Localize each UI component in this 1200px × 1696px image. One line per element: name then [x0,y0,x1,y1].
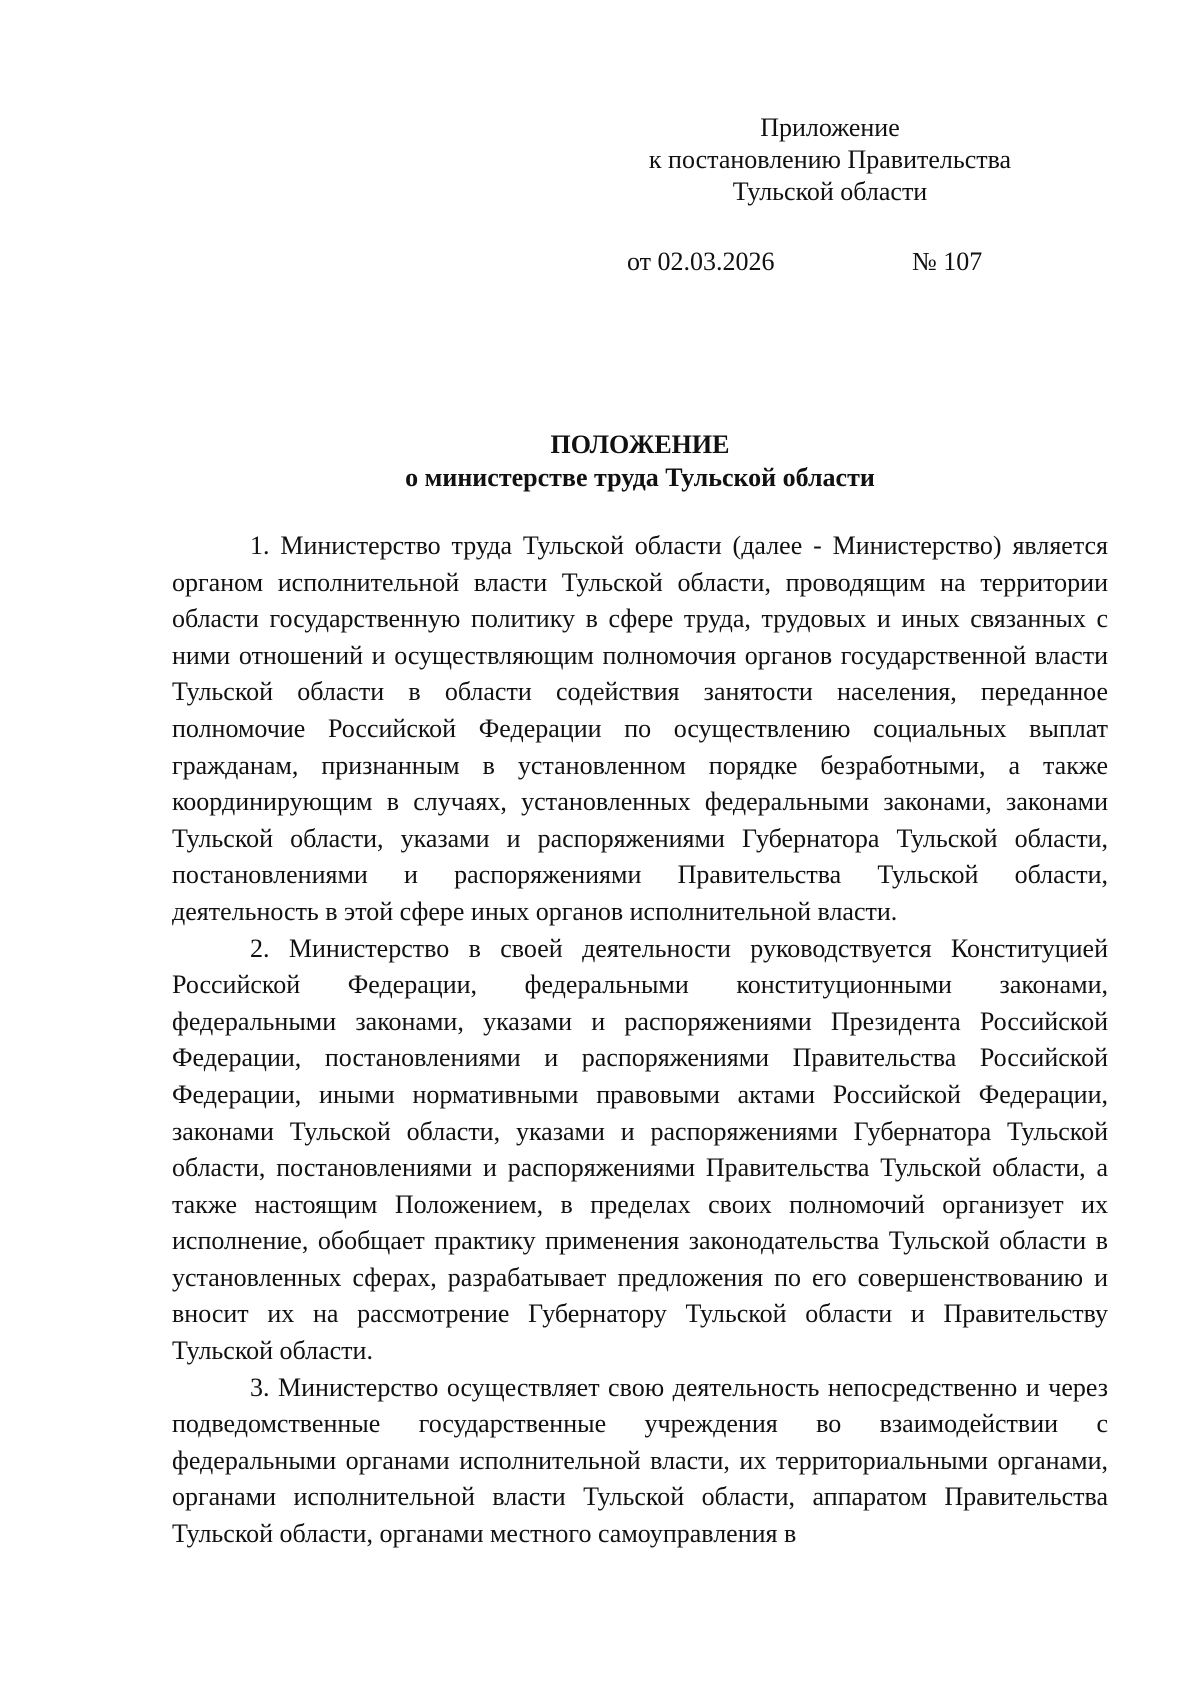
title-subheading: о министерстве труда Тульской области [405,463,875,492]
document-number: № 107 [912,247,983,276]
appendix-header [600,112,1060,208]
document-body [172,528,1108,1553]
appendix-reference: к постановлению Правительства [648,145,1012,174]
paragraph-1: 1. Министерство труда Тульской области (далее - Министерство) является органом исполнительной власти Тульской области, проводящим на территории области государственную политику в сфере труда, трудовых и иных связанных с ними отношений и осуществляющим полномочия органов государственной власти Тульской области в области содействия занятости населения, переданное полномочие Российской Федерации по осуществлению социальных выплат гражданам, признанным в установленном порядке безработными, а также координирующим в случаях, установленных федеральными законами, законами Тульской области, указами и распоряжениями Губернатора Тульской области, постановлениями и распоряжениями Правительства Тульской области, деятельность в этой сфере иных органов исполнительной власти. [172,531,1108,926]
document-date: от 02.03.2026 [627,247,775,276]
title-heading: ПОЛОЖЕНИЕ [550,430,730,459]
paragraph-2: 2. Министерство в своей деятельности руководствуется Конституцией Российской Федерации, федеральными конституционными законами, федеральными законами, указами и распоряжениями Президента Российской Федерации, постановлениями и распоряжениями Правительства Российской Федерации, иными нормативными правовыми актами Российской Федерации, законами Тульской области, указами и распоряжениями Губернатора Тульской области, постановлениями и распоряжениями Правительства Тульской области, а также настоящим Положением, в пределах своих полномочий организует их исполнение, обобщает практику применения законодательства Тульской области в установленных сферах, разрабатывает предложения по его совершенствованию и вносит их на рассмотрение Губернатору Тульской области и Правительству Тульской области. [172,933,1108,1366]
appendix-region: Тульской области [732,177,928,206]
paragraph-3: 3. Министерство осуществляет свою деятельность непосредственно и через подведомственные государственные учреждения во взаимодействии с федеральными органами исполнительной власти, их территориальными органами, органами исполнительной власти Тульской области, аппаратом Правительства Тульской области, органами местного самоуправления в [172,1372,1108,1549]
appendix-label: Приложение [760,113,900,142]
document-title [170,428,1110,494]
